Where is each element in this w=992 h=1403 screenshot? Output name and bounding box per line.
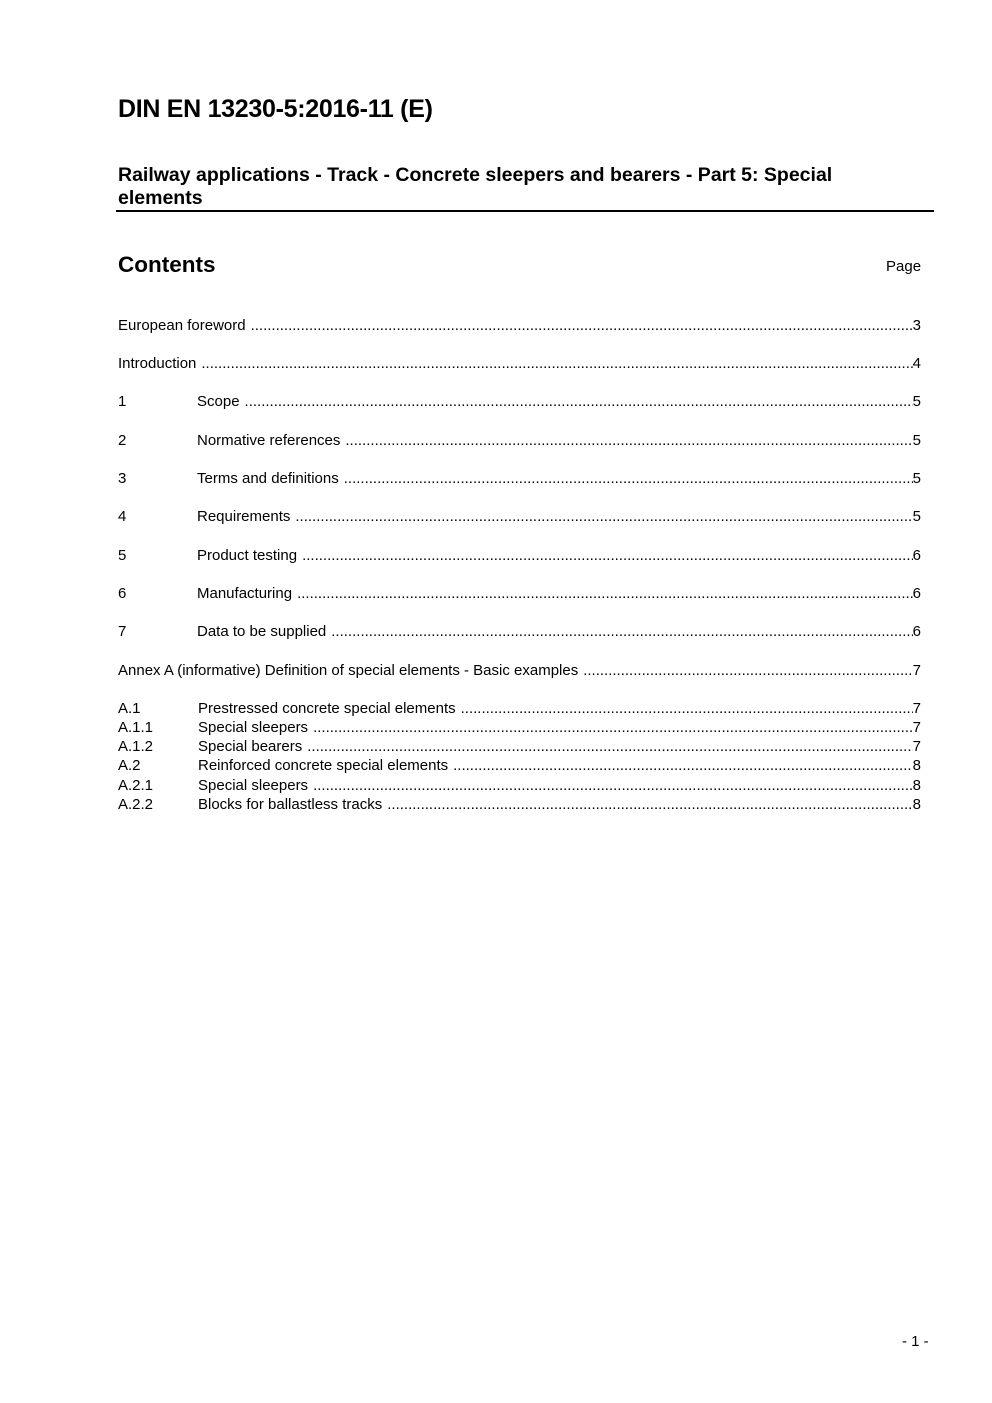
toc-entry-page: 8 <box>912 777 921 794</box>
toc-entry-title: Blocks for ballastless tracks <box>198 796 383 813</box>
toc-entry-title: Special sleepers <box>198 777 309 794</box>
toc-leader-dots <box>461 699 913 718</box>
toc-entry-page: 4 <box>912 355 921 372</box>
toc-leader-dots <box>295 507 912 526</box>
toc-entry-number: 7 <box>118 623 127 640</box>
toc-entry-title: Reinforced concrete special elements <box>198 757 449 774</box>
toc-entry-page: 6 <box>912 585 921 602</box>
toc-entry-number: 4 <box>118 508 127 525</box>
toc-entry-title: Data to be supplied <box>197 623 327 640</box>
toc-entry-number: A.1.2 <box>118 738 154 755</box>
document-title: Railway applications - Track - Concrete sleepers and bearers - Part 5: Special elements <box>118 164 833 209</box>
toc-leader-dots <box>387 795 912 814</box>
toc-entry-page: 7 <box>912 738 921 755</box>
toc-entry-number: A.1.1 <box>118 719 154 736</box>
page-column-heading: Page <box>886 258 922 275</box>
toc-entry-title: Special sleepers <box>198 719 309 736</box>
toc-entry-page: 7 <box>912 700 921 717</box>
document-id: DIN EN 13230-5:2016-11 (E) <box>118 95 433 123</box>
toc-entry-title: Annex A (informative) Definition of special elements - Basic examples <box>118 662 579 679</box>
toc-entry-annex-a[interactable] <box>118 661 921 680</box>
toc-entry-a1[interactable] <box>118 699 921 718</box>
toc-entry-a1-2[interactable] <box>118 737 921 756</box>
toc-leader-dots <box>302 546 913 565</box>
toc-entry-european-foreword[interactable] <box>118 316 921 335</box>
toc-entry-a2-1[interactable] <box>118 776 921 795</box>
toc-entry-page: 7 <box>912 662 921 679</box>
toc-entry-number: A.2.1 <box>118 777 154 794</box>
toc-entry-a2-2[interactable] <box>118 795 921 814</box>
toc-entry-scope[interactable] <box>118 392 921 411</box>
toc-leader-dots <box>331 622 912 641</box>
toc-leader-dots <box>313 776 913 795</box>
contents-heading: Contents <box>118 252 216 277</box>
toc-leader-dots <box>313 718 913 737</box>
toc-entry-requirements[interactable] <box>118 507 921 526</box>
toc-entry-title: Requirements <box>197 508 291 525</box>
toc-entry-number: 5 <box>118 547 127 564</box>
toc-leader-dots <box>245 392 913 411</box>
toc-leader-dots <box>453 756 913 775</box>
toc-leader-dots <box>251 316 913 335</box>
toc-leader-dots <box>583 661 912 680</box>
toc-entry-product-testing[interactable] <box>118 546 921 565</box>
toc-entry-page: 7 <box>912 719 921 736</box>
toc-entry-data-to-be-supplied[interactable] <box>118 622 921 641</box>
toc-entry-page: 6 <box>912 623 921 640</box>
toc-leader-dots <box>345 431 912 450</box>
toc-entry-title: Scope <box>197 393 240 410</box>
toc-entry-number: 3 <box>118 470 127 487</box>
toc-entry-number: 1 <box>118 393 127 410</box>
toc-entry-number: A.2.2 <box>118 796 154 813</box>
toc-entry-page: 6 <box>912 547 921 564</box>
toc-entry-title: Prestressed concrete special elements <box>198 700 456 717</box>
toc-entry-title: Introduction <box>118 355 197 372</box>
title-divider <box>116 210 934 212</box>
toc-entry-page: 5 <box>912 508 921 525</box>
toc-entry-manufacturing[interactable] <box>118 584 921 603</box>
toc-leader-dots <box>307 737 912 756</box>
toc-entry-page: 3 <box>912 317 921 334</box>
toc-entry-title: Special bearers <box>198 738 303 755</box>
toc-leader-dots <box>201 354 912 373</box>
toc-entry-title: Manufacturing <box>197 585 293 602</box>
toc-entry-number: 2 <box>118 432 127 449</box>
toc-entry-a2[interactable] <box>118 756 921 775</box>
toc-entry-page: 8 <box>912 757 921 774</box>
toc-entry-title: Product testing <box>197 547 298 564</box>
toc-entry-a1-1[interactable] <box>118 718 921 737</box>
toc-entry-title: Terms and definitions <box>197 470 339 487</box>
toc-entry-page: 5 <box>912 432 921 449</box>
toc-entry-terms-and-definitions[interactable] <box>118 469 921 488</box>
toc-entry-title: European foreword <box>118 317 246 334</box>
page-number: - 1 - <box>902 1333 929 1350</box>
toc-entry-page: 5 <box>912 393 921 410</box>
toc-leader-dots <box>344 469 913 488</box>
toc-entry-page: 8 <box>912 796 921 813</box>
toc-entry-number: A.1 <box>118 700 141 717</box>
toc-entry-number: 6 <box>118 585 127 602</box>
toc-entry-introduction[interactable] <box>118 354 921 373</box>
toc-leader-dots <box>297 584 913 603</box>
toc-entry-number: A.2 <box>118 757 141 774</box>
toc-entry-title: Normative references <box>197 432 341 449</box>
toc-entry-page: 5 <box>912 470 921 487</box>
toc-entry-normative-references[interactable] <box>118 431 921 450</box>
